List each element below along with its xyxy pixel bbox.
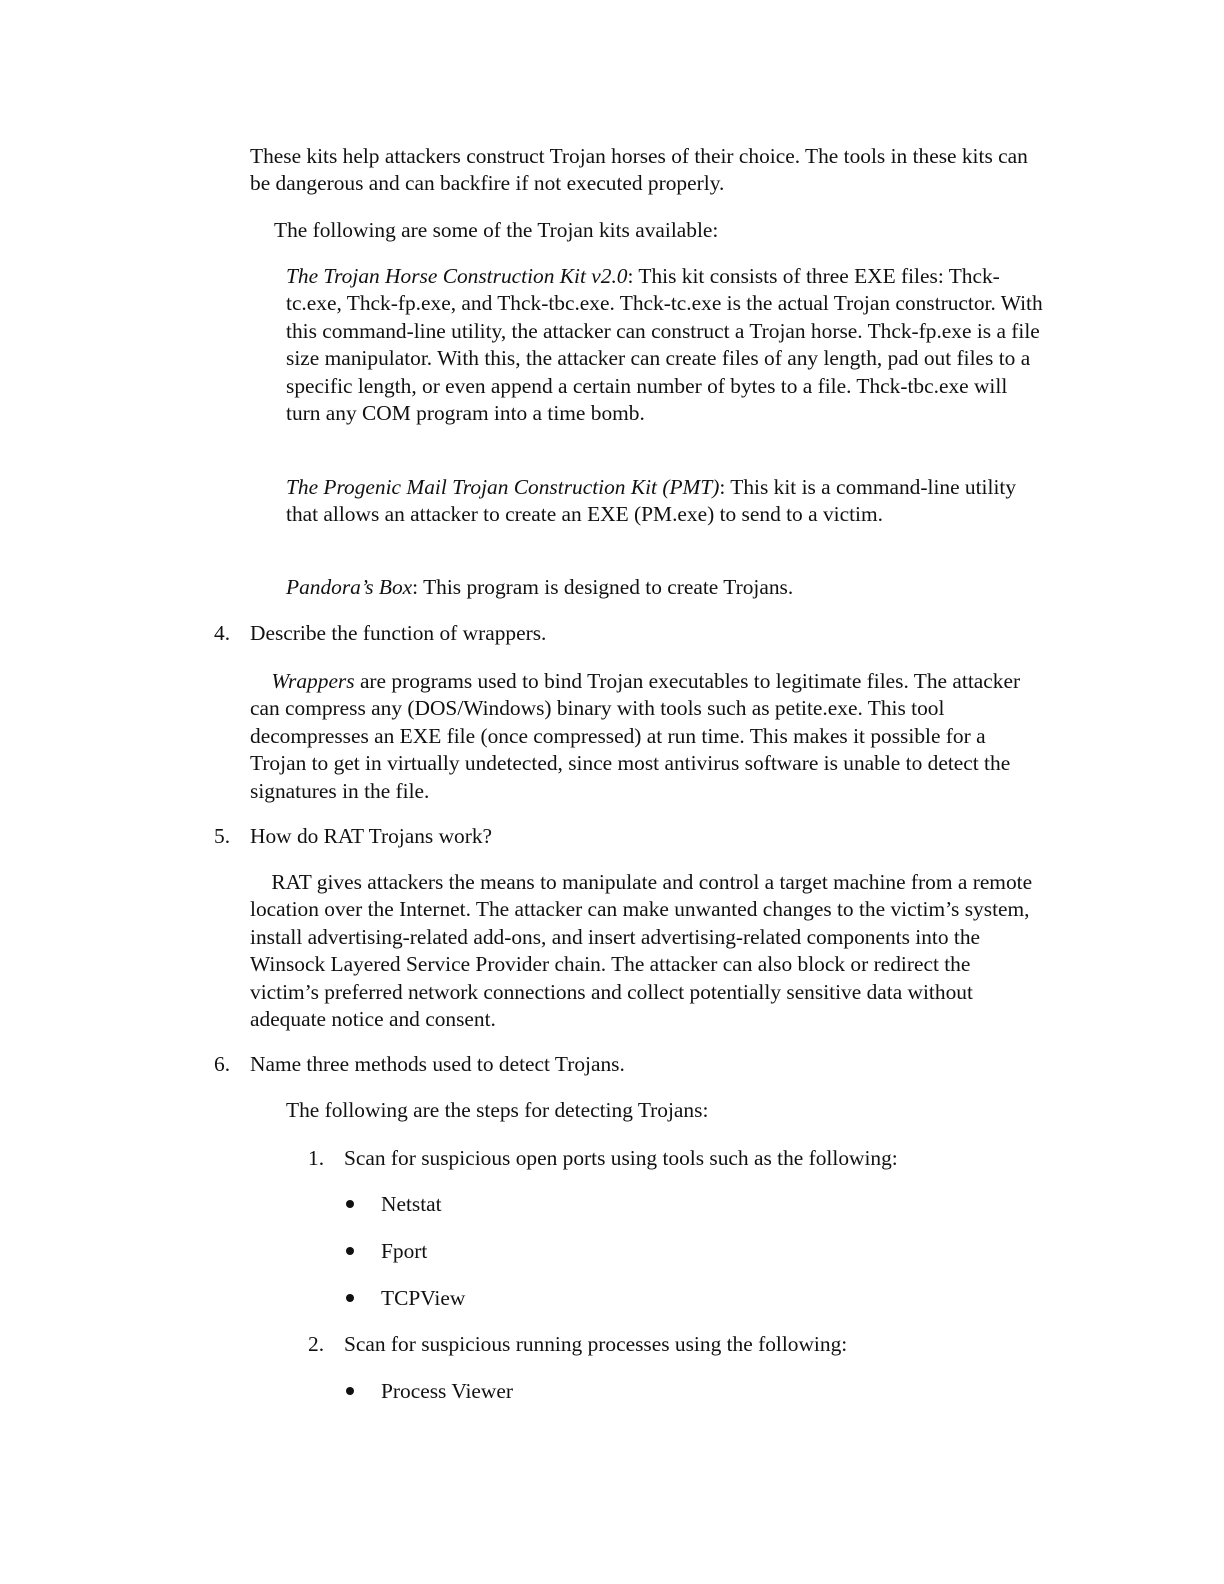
- step-text: Scan for suspicious open ports using tools such as the following:: [344, 1146, 898, 1170]
- question-text: How do RAT Trojans work?: [250, 824, 493, 848]
- answer-text: RAT gives attackers the means to manipulate and control a target machine from a remote location over the Internet. The attacker can make unwanted changes to the victim’s system, install advertising-related add-ons, and insert advertising-related components into the Winsock Layered Service Provider chain. The attacker can also block or redirect the victim’s preferred network connections and collect potentially sensitive data without adequate notice and consent.: [250, 870, 1033, 1032]
- question-number: 4.: [214, 621, 231, 645]
- question-text: Name three methods used to detect Trojans.: [250, 1052, 625, 1076]
- list-item: Fport: [381, 1239, 428, 1263]
- bullet-icon: [346, 1238, 356, 1248]
- list-item: Process Viewer: [381, 1379, 513, 1403]
- kit-description: : This kit consists of three EXE files: Thck-tc.exe, Thck-fp.exe, and Thck-tbc.exe. Thck-tc.exe is the actual Trojan constructor. With this command-line utility, the attacker can construct a Trojan horse. Thck-fp.exe is a file size manipulator. With this, the attacker can create files of any length, pad out files to a specific length, or even append a certain number of bytes to a file. Thck-tbc.exe will turn any COM program into a time bomb.: [286, 264, 1043, 426]
- kit-item: [286, 263, 1046, 427]
- step-text: Scan for suspicious running processes using the following:: [344, 1332, 848, 1356]
- kit-description: : This program is designed to create Trojans.: [412, 575, 794, 599]
- bullet-icon: [346, 1285, 356, 1295]
- kit-description: : This kit is a command-line utility that allows an attacker to create an EXE (PM.exe) to send to a victim.: [286, 475, 1017, 527]
- kit-item: [286, 574, 1026, 601]
- intro-paragraph: These kits help attackers construct Trojan horses of their choice. The tools in these kits can be dangerous and can backfire if not executed properly.: [250, 144, 1028, 196]
- kit-name: The Trojan Horse Construction Kit v2.0: [286, 264, 628, 288]
- answer-paragraph: [250, 869, 1040, 1033]
- bullet-icon: [346, 1378, 356, 1388]
- answer-lead: The following are the steps for detecting Trojans:: [286, 1098, 709, 1122]
- bullet-icon: [346, 1191, 356, 1201]
- kit-name: The Progenic Mail Trojan Construction Kit (PMT): [286, 475, 720, 499]
- kits-lead-paragraph: The following are some of the Trojan kits available:: [274, 218, 719, 242]
- step-number: 1.: [308, 1146, 325, 1170]
- list-item: TCPView: [381, 1286, 466, 1310]
- kit-item: [286, 474, 1026, 529]
- answer-text: are programs used to bind Trojan executables to legitimate files. The attacker can compress any (DOS/Windows) binary with tools such as petite.exe. This tool decompresses an EXE file (once compressed) at run time. This makes it possible for a Trojan to get in virtually undetected, since most antivirus software is unable to detect the signatures in the file.: [250, 669, 1021, 803]
- question-number: 6.: [214, 1052, 231, 1076]
- answer-paragraph: [250, 668, 1040, 805]
- step-number: 2.: [308, 1332, 325, 1356]
- question-number: 5.: [214, 824, 231, 848]
- list-item: Netstat: [381, 1192, 442, 1216]
- kit-name: Pandora’s Box: [286, 575, 413, 599]
- question-text: Describe the function of wrappers.: [250, 621, 547, 645]
- answer-term: Wrappers: [271, 669, 355, 693]
